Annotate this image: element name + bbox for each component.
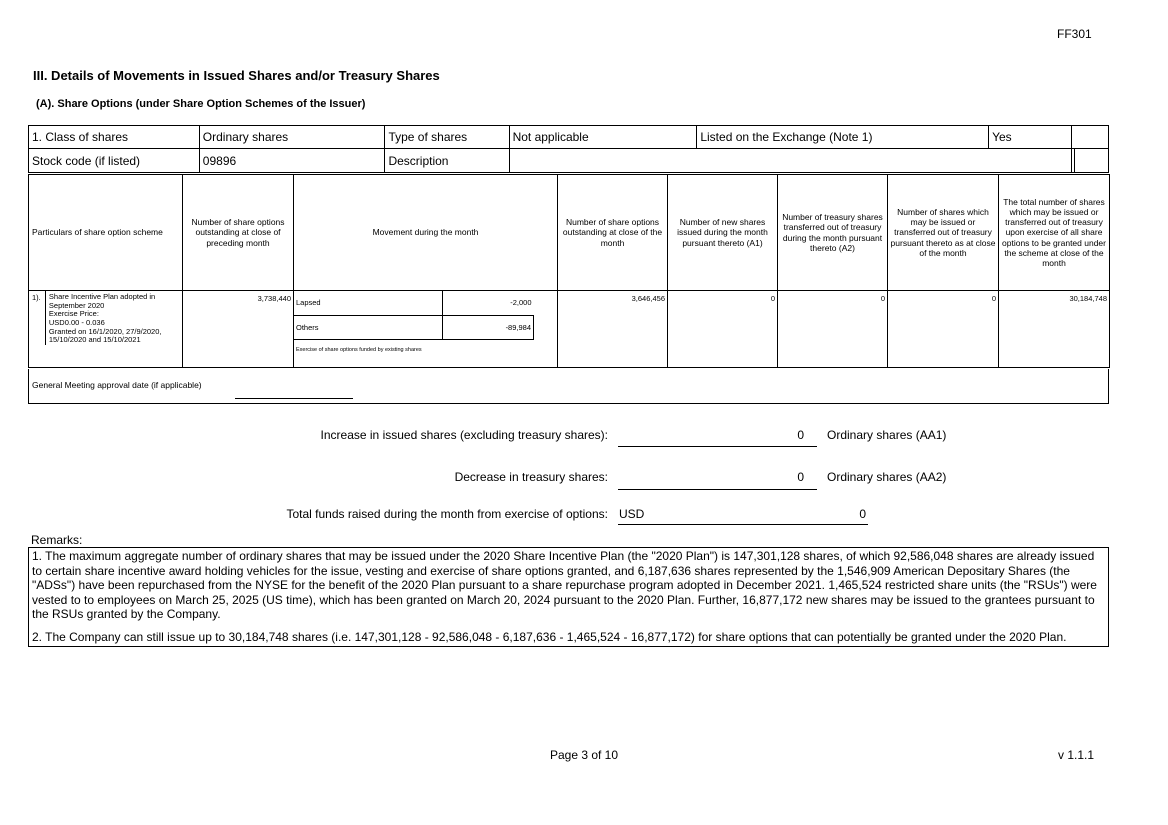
listed-value: Yes xyxy=(989,126,1072,149)
header-row xyxy=(29,175,1110,291)
class-blank xyxy=(1071,126,1108,149)
remarks-box xyxy=(28,547,1109,647)
decrease-unit: Ordinary shares (AA2) xyxy=(827,470,947,484)
header-may-be-issued: Number of shares which may be issued or transferred out of treasury pursuant thereto as at close of the month xyxy=(888,175,999,291)
description-label: Description xyxy=(385,149,509,173)
header-outstanding-prev: Number of share options outstanding at close of preceding month xyxy=(183,175,294,291)
stock-label: Stock code (if listed) xyxy=(29,149,200,173)
increase-value: 0 xyxy=(797,428,804,442)
funds-line xyxy=(618,524,868,525)
general-meeting-date-line[interactable] xyxy=(235,398,353,399)
page-number: Page 3 of 10 xyxy=(549,748,619,762)
treasury-transferred-value: 0 xyxy=(778,291,888,368)
funds-label: Total funds raised during the month from exercise of options: xyxy=(286,507,608,521)
funds-currency: USD xyxy=(619,507,645,521)
description-blank xyxy=(1071,149,1108,173)
remarks-label: Remarks: xyxy=(31,533,83,547)
lapsed-label: Lapsed xyxy=(294,291,442,315)
movement-cell xyxy=(294,291,558,368)
class-table xyxy=(28,125,1109,173)
remark-2: 2. The Company can still issue up to 30,184,748 shares (i.e. 147,301,128 - 92,586,048 - 6,187,636 - 1,465,524 - 16,877,172) for share options that can potentially be granted under the 2020 Plan. xyxy=(32,629,1067,644)
section-title: III. Details of Movements in Issued Shares and/or Treasury Shares xyxy=(33,68,440,83)
class-value: Ordinary shares xyxy=(199,126,385,149)
outstanding-close-value: 3,646,456 xyxy=(558,291,668,368)
type-label: Type of shares xyxy=(385,126,509,149)
scheme-name: Share Incentive Plan adopted in September 2020 xyxy=(48,292,156,310)
scheme-index: 1). xyxy=(32,293,41,302)
outstanding-prev-value: 3,738,440 xyxy=(183,291,294,368)
others-value: -89,984 xyxy=(442,315,534,339)
stock-value: 09896 xyxy=(199,149,385,173)
scheme-exercise-label: Exercise Price: xyxy=(48,309,99,319)
options-table xyxy=(28,174,1110,368)
exercise-note: Exercise of share options funded by existing shares xyxy=(296,346,422,353)
decrease-value: 0 xyxy=(797,470,804,484)
decrease-line xyxy=(618,489,817,490)
movement-table xyxy=(294,291,534,340)
increase-line xyxy=(618,446,817,447)
scheme-row xyxy=(29,291,1110,368)
lapsed-value: -2,000 xyxy=(442,291,534,315)
header-particulars: Particulars of share option scheme xyxy=(29,175,183,291)
class-label: 1. Class of shares xyxy=(29,126,200,149)
scheme-description xyxy=(45,291,182,345)
type-value: Not applicable xyxy=(509,126,697,149)
general-meeting-label: General Meeting approval date (if applicable) xyxy=(32,380,202,390)
header-treasury-transferred: Number of treasury shares transferred out of treasury during the month pursuant thereto (A2) xyxy=(778,175,888,291)
increase-unit: Ordinary shares (AA1) xyxy=(827,428,947,442)
form-code: FF301 xyxy=(1057,27,1092,41)
header-movement: Movement during the month xyxy=(294,175,558,291)
remark-1: 1. The maximum aggregate number of ordinary shares that may be issued under the 2020 Share Incentive Plan (the "2020 Plan") is 147,301,128 shares, of which 92,586,048 shares are already issued to certain share incentive award holding vehicles for the issue, vesting and exercise of share options granted, and 6,187,636 shares represented by the 1,546,909 American Depositary Shares (the "ADSs") have been repurchased from the NYSE for the benefit of the 2020 Plan pursuant to a share repurchase program adopted in December 2021. 1,465,524 restricted share units (the "RSUs") were vested to to employees on March 25, 2025 (US time), which has been granted on March 20, 2024 pursuant to the 2020 Plan. Further, 16,877,172 new shares may be issued to the grantees pursuant to the RSUs granted by the Company. xyxy=(32,549,1097,622)
may-be-issued-value: 0 xyxy=(888,291,999,368)
header-outstanding-close: Number of share options outstanding at close of the month xyxy=(558,175,668,291)
decrease-label: Decrease in treasury shares: xyxy=(454,470,608,484)
scheme-granted: Granted on 16/1/2020, 27/9/2020, 15/10/2020 and 15/10/2021 xyxy=(48,326,162,345)
subsection-title: (A). Share Options (under Share Option Schemes of the Issuer) xyxy=(36,98,366,110)
header-total-may-be-issued: The total number of shares which may be issued or transferred out of treasury upon exercise of all share options to be granted under the scheme at close of the month xyxy=(999,175,1110,291)
scheme-exercise-price: USD0.00 - 0.036 xyxy=(48,317,105,327)
listed-label: Listed on the Exchange (Note 1) xyxy=(697,126,989,149)
class-row xyxy=(29,126,1109,149)
new-shares-value: 0 xyxy=(668,291,778,368)
total-may-be-issued-value: 30,184,748 xyxy=(999,291,1110,368)
increase-label: Increase in issued shares (excluding treasury shares): xyxy=(320,428,608,442)
scheme-particulars xyxy=(29,291,183,368)
funds-value: 0 xyxy=(859,507,866,521)
stock-row xyxy=(29,149,1109,173)
version-label: v 1.1.1 xyxy=(1058,748,1095,762)
header-new-shares: Number of new shares issued during the month pursuant thereto (A1) xyxy=(668,175,778,291)
others-label: Others xyxy=(294,315,442,339)
description-value xyxy=(509,149,1071,173)
general-meeting-row xyxy=(28,369,1109,404)
